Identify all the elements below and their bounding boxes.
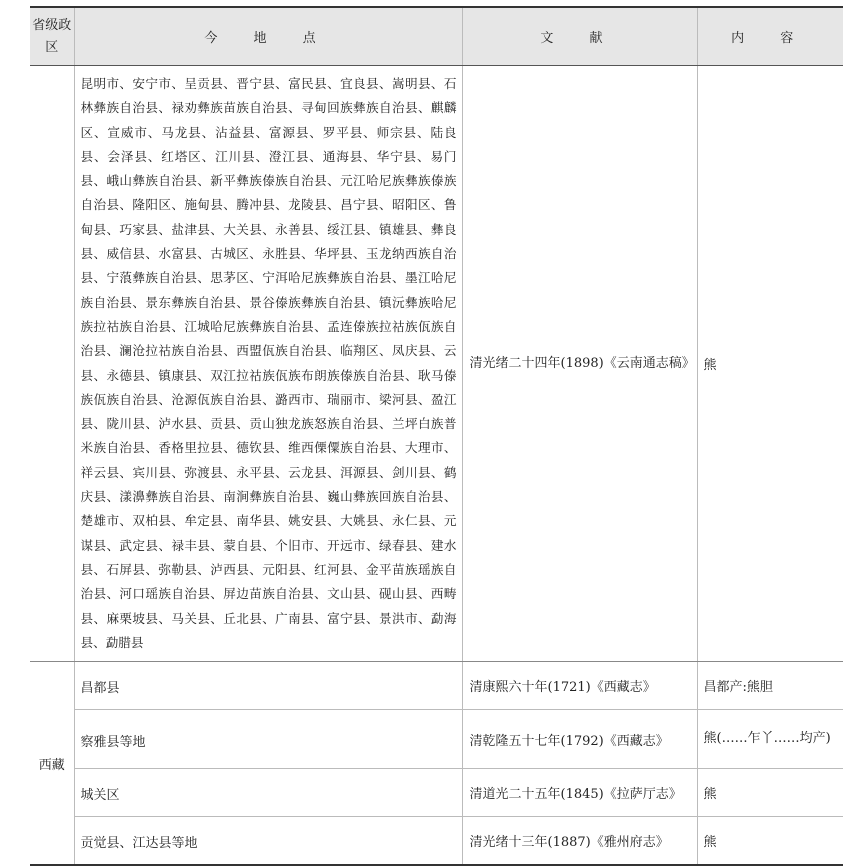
row-content: 熊 (697, 817, 843, 866)
row-place: 昌都县 (74, 662, 462, 710)
row-place: 贡觉县、江达县等地 (74, 817, 462, 866)
gazetteer-table (30, 6, 843, 866)
row-province (30, 66, 74, 662)
row-source: 清光绪十三年(1887)《雅州府志》 (462, 817, 697, 866)
table-row (30, 769, 843, 817)
row-content: 熊 (697, 769, 843, 817)
table-row (30, 662, 843, 710)
header-content: 内 容 (697, 7, 843, 66)
table-row (30, 710, 843, 769)
row-source: 清道光二十五年(1845)《拉萨厅志》 (462, 769, 697, 817)
row-place: 城关区 (74, 769, 462, 817)
row-place: 昆明市、安宁市、呈贡县、晋宁县、富民县、宜良县、嵩明县、石林彝族自治县、禄劝彝族苗族自治县、寻甸回族彝族自治县、麒麟区、宣威市、马龙县、沾益县、富源县、罗平县、师宗县、陆良县、会泽县、红塔区、江川县、澄江县、通海县、华宁县、易门县、峨山彝族自治县、新平彝族傣族自治县、元江哈尼族彝族傣族自治县、隆阳区、施甸县、腾冲县、龙陵县、昌宁县、昭阳区、鲁甸县、巧家县、盐津县、大关县、永善县、绥江县、镇雄县、彝良县、威信县、水富县、古城区、永胜县、华坪县、玉龙纳西族自治县、宁蒗彝族自治县、思茅区、宁洱哈尼族彝族自治县、墨江哈尼族自治县、景东彝族自治县、景谷傣族彝族自治县、镇沅彝族哈尼族拉祜族自治县、江城哈尼族彝族自治县、孟连傣族拉祜族佤族自治县、澜沧拉祜族自治县、西盟佤族自治县、临翔区、凤庆县、云县、永德县、镇康县、双江拉祜族佤族布朗族傣族自治县、耿马傣族佤族自治县、沧源佤族自治县、潞西市、瑞丽市、梁河县、盈江县、陇川县、泸水县、贡县、贡山独龙族怒族自治县、兰坪白族普米族自治县、香格里拉县、德钦县、维西傈僳族自治县、大理市、祥云县、宾川县、弥渡县、永平县、云龙县、洱源县、剑川县、鹤庆县、漾濞彝族自治县、南涧彝族自治县、巍山彝族回族自治县、楚雄市、双柏县、牟定县、南华县、姚安县、大姚县、永仁县、元谋县、武定县、禄丰县、蒙自县、个旧市、开远市、绿春县、建水县、石屏县、弥勒县、泸西县、元阳县、红河县、金平苗族瑶族自治县、河口瑶族自治县、屏边苗族自治县、文山县、砚山县、西畴县、麻栗坡县、马关县、丘北县、广南县、富宁县、景洪市、勐海县、勐腊县 (74, 66, 462, 662)
row-source: 清康熙六十年(1721)《西藏志》 (462, 662, 697, 710)
row-province: 西藏 (30, 662, 74, 866)
row-content: 昌都产:熊胆 (697, 662, 843, 710)
row-source: 清光绪二十四年(1898)《云南通志稿》 (462, 66, 697, 662)
header-province: 省级政区 (30, 7, 74, 66)
row-content: 熊(……乍丫……均产) (697, 710, 843, 769)
table-row (30, 66, 843, 662)
table-row (30, 817, 843, 866)
row-source: 清乾隆五十七年(1792)《西藏志》 (462, 710, 697, 769)
header-source: 文 献 (462, 7, 697, 66)
table-header-row (30, 7, 843, 66)
header-place: 今 地 点 (74, 7, 462, 66)
row-place: 察雅县等地 (74, 710, 462, 769)
row-content: 熊 (697, 66, 843, 662)
